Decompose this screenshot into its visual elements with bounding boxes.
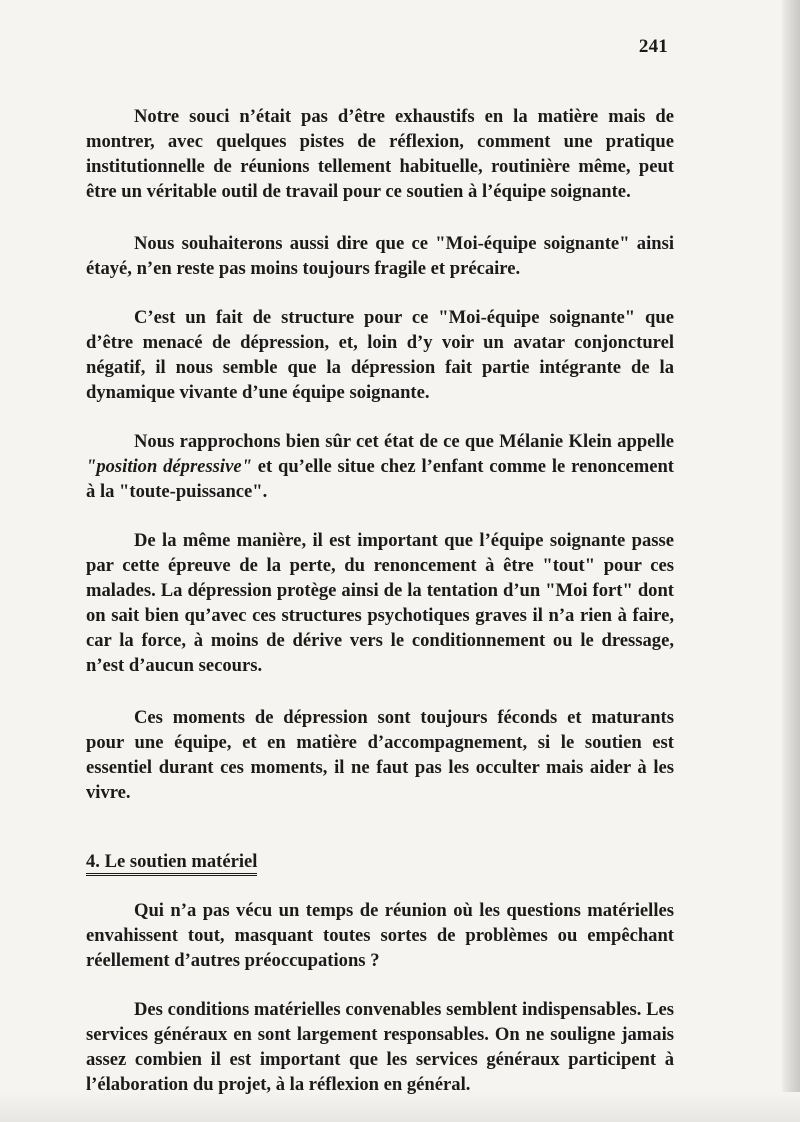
paragraph: Notre souci n’était pas d’être exhaustifs en la matière mais de montrer, avec quelques pistes de réflexion, comment une pratique institutionnelle de réunions tellement habituelle, routinière même, peut être un véritable outil de travail pour ce soutien à l’équipe soignante. [86,106,674,202]
section-heading [86,849,674,874]
paragraph: De la même manière, il est important que l’équipe soignante passe par cette épreuve de la perte, du renoncement à être "tout" pour ces malades. La dépression protège ainsi de la tentation d’un "Moi fort" dont on sait bien qu’avec ces structures psychotiques graves il n’a rien à faire, car la force, à moins de dérive vers le conditionnement ou le dressage, n’est d’aucun secours. [86,530,674,676]
page-body [86,104,674,1097]
section-heading-text: 4. Le soutien matériel [86,851,257,876]
paragraph: Des conditions matérielles convenables semblent indispensables. Les services généraux en sont largement responsables. On ne souligne jamais assez combien il est important que les services généraux participent à l’élaboration du projet, à la réflexion en général. [86,999,674,1095]
paragraph: Qui n’a pas vécu un temps de réunion où les questions matérielles envahissent tout, masquant toutes sortes de problèmes ou empêchant réellement d’autres préoccupations ? [86,900,674,971]
emphasized-term: "position dépressive" [86,456,252,477]
page-edge-shadow [782,0,800,1122]
klein-text-after: et qu’elle situe chez l’enfant comme le renoncement à la "toute-puissance". [86,456,674,502]
page-number: 241 [638,36,668,57]
klein-text-before: Nous rapprochons bien sûr cet état de ce que Mélanie Klein appelle [134,431,674,452]
paragraph: C’est un fait de structure pour ce "Moi-équipe soignante" que d’être menacé de dépression, et, loin d’y voir un avatar conjoncturel négatif, il nous semble que la dépression fait partie intégrante de la dynamique vivante d’une équipe soignante. [86,307,674,403]
paragraph: Nous souhaiterons aussi dire que ce "Moi-équipe soignante" ainsi étayé, n’en reste pas moins toujours fragile et précaire. [86,233,674,279]
paragraph: Ces moments de dépression sont toujours féconds et maturants pour une équipe, et en matière d’accompagnement, si le soutien est essentiel durant ces moments, il ne faut pas les occulter mais aider à les vivre. [86,707,674,803]
paragraph-klein [86,429,674,504]
